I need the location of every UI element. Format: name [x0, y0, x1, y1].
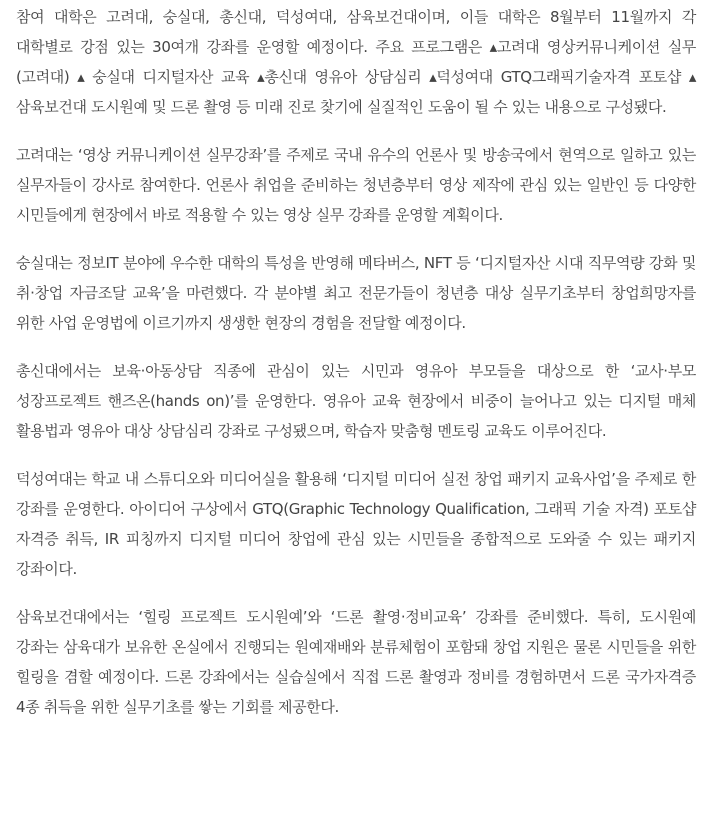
paragraph-sahmyook-health-university: 삼육보건대에서는 ‘힐링 프로젝트 도시원예’와 ‘드론 촬영·정비교육’ 강좌를 준비했다. 특히, 도시원예 강좌는 삼육대가 보유한 온실에서 진행되는 원예재배와 분류체험이 포함돼 창업 지원은 물론 시민들을 위한 힐링을 겸할 예정이다. 드론 강좌에서는 실습실에서 직접 드론 촬영과 정비를 경험하면서 드론 국가자격증 4종 취득을 위한 실무기초를 쌓는 기회를 제공한다. — [16, 608, 696, 716]
paragraph-overview: 참여 대학은 고려대, 숭실대, 총신대, 덕성여대, 삼육보건대이며, 이들 대학은 8월부터 11월까지 각 대학별로 강점 있는 30여개 강좌를 운영할 예정이다. 주요 프로그램은 ▴고려대 영상커뮤니케이션 실무(고려대) ▴ 숭실대 디지털자산 교육 ▴총신대 영유아 상담심리 ▴덕성여대 GTQ그래픽기술자격 포토샵 ▴삼육보건대 도시원예 및 드론 촬영 등 미래 진로 찾기에 실질적인 도움이 될 수 있는 내용으로 구성됐다. — [16, 8, 696, 116]
paragraph-duksung-university: 덕성여대는 학교 내 스튜디오와 미디어실을 활용해 ‘디지털 미디어 실전 창업 패키지 교육사업’을 주제로 한 강좌를 운영한다. 아이디어 구상에서 GTQ(Graphic Technology Qualification, 그래픽 기술 자격) 포토샵 자격증 취득, IR 피칭까지 디지털 미디어 창업에 관심 있는 시민들을 종합적으로 도와줄 수 있는 패키지 강좌이다. — [16, 470, 696, 578]
paragraph-soongsil-university: 숭실대는 정보IT 분야에 우수한 대학의 특성을 반영해 메타버스, NFT 등 ‘디지털자산 시대 직무역량 강화 및 취·창업 자금조달 교육’을 마련했다. 각 분야별 최고 전문가들이 청년층 대상 실무기초부터 창업희망자를 위한 사업 운영법에 이르기까지 생생한 현장의 경험을 전달할 예정이다. — [16, 254, 696, 332]
paragraph-chongshin-university: 총신대에서는 보육·아동상담 직종에 관심이 있는 시민과 영유아 부모들을 대상으로 한 ‘교사·부모 성장프로젝트 핸즈온(hands on)’를 운영한다. 영유아 교육 현장에서 비중이 늘어나고 있는 디지털 매체 활용법과 영유아 대상 상담심리 강좌로 구성됐으며, 학습자 맞춤형 멘토링 교육도 이루어진다. — [16, 362, 696, 440]
paragraph-korea-university: 고려대는 ‘영상 커뮤니케이션 실무강좌’를 주제로 국내 유수의 언론사 및 방송국에서 현역으로 일하고 있는 실무자들이 강사로 참여한다. 언론사 취업을 준비하는 청년층부터 영상 제작에 관심 있는 일반인 등 다양한 시민들에게 현장에서 바로 적용할 수 있는 영상 실무 강좌를 운영할 계획이다. — [16, 146, 696, 224]
